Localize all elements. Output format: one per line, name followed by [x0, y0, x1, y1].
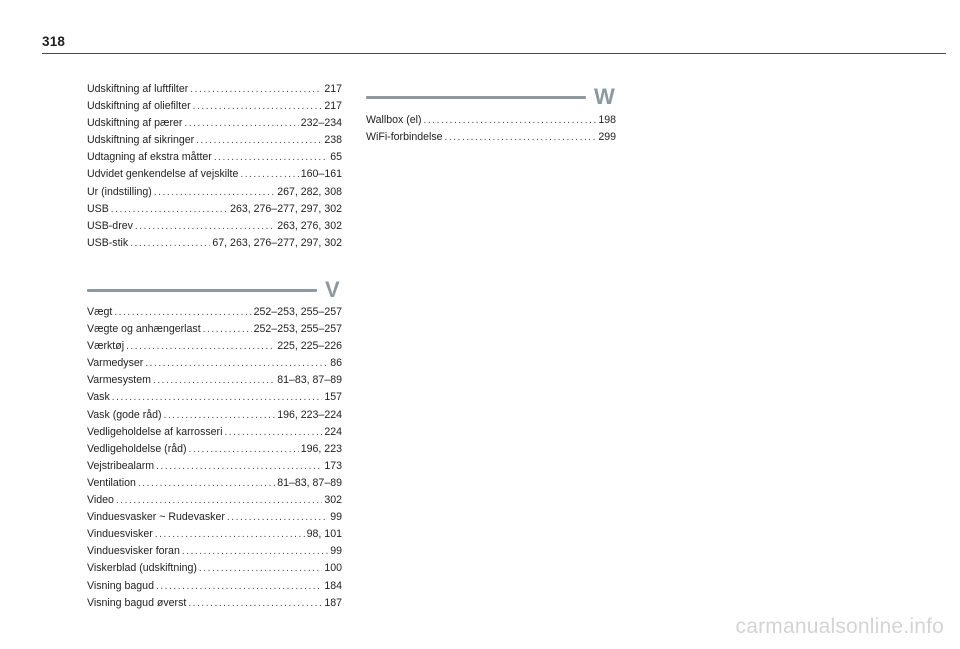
index-term: Værktøj	[87, 340, 125, 353]
index-term: Wallbox (el)	[366, 114, 422, 126]
dot-leader	[190, 84, 322, 95]
index-entry	[87, 477, 342, 494]
index-term: Udskiftning af pærer	[87, 117, 183, 130]
dot-leader	[138, 478, 275, 489]
dot-leader	[145, 358, 328, 369]
dot-leader	[153, 375, 275, 386]
index-term: USB-drev	[87, 219, 133, 232]
dot-leader	[154, 187, 275, 198]
index-entry	[87, 306, 342, 323]
index-pages: 196, 223	[300, 442, 342, 455]
dot-leader	[155, 529, 305, 540]
index-term: Udtagning af ekstra måtter	[87, 151, 212, 164]
dot-leader	[188, 598, 322, 609]
section-u-entries	[87, 83, 342, 254]
index-term: USB-stik	[87, 236, 129, 249]
index-pages: 99	[330, 545, 342, 558]
index-term: Visning bagud øverst	[87, 596, 187, 609]
index-entry	[87, 597, 342, 614]
dot-leader	[214, 152, 328, 163]
section-w-header	[366, 86, 616, 108]
dot-leader	[111, 204, 228, 215]
index-entry	[87, 168, 342, 185]
index-pages: 252–253, 255–257	[253, 323, 342, 336]
index-term: USB	[87, 202, 109, 215]
index-entry	[87, 134, 342, 151]
section-w-bar	[366, 96, 586, 99]
index-entry	[87, 357, 342, 374]
index-entry	[87, 494, 342, 511]
index-pages: 217	[324, 100, 342, 113]
index-pages: 299	[598, 131, 616, 144]
index-term: Vinduesvasker ~ Rudevasker	[87, 511, 225, 524]
dot-leader	[112, 392, 323, 403]
index-pages: 238	[324, 134, 342, 147]
index-entry	[87, 151, 342, 168]
index-entry	[366, 114, 616, 131]
index-entry	[87, 374, 342, 391]
dot-leader	[135, 221, 275, 232]
dot-leader	[424, 115, 597, 126]
index-entry	[366, 131, 616, 148]
index-entry	[87, 562, 342, 579]
index-term: Vedligeholdelse (råd)	[87, 442, 187, 455]
index-entry	[87, 528, 342, 545]
dot-leader	[156, 461, 322, 472]
index-term: Viskerblad (udskiftning)	[87, 562, 197, 575]
index-pages: 81–83, 87–89	[277, 476, 342, 489]
index-pages: 225, 225–226	[277, 340, 342, 353]
index-term: Udvidet genkendelse af vejskilte	[87, 168, 239, 181]
index-pages: 224	[324, 425, 342, 438]
index-pages: 187	[324, 596, 342, 609]
section-v-bar	[87, 289, 317, 292]
index-term: Varmedyser	[87, 357, 144, 370]
dot-leader	[116, 495, 322, 506]
page-number: 318	[42, 34, 66, 49]
index-pages: 99	[330, 511, 342, 524]
dot-leader	[182, 546, 328, 557]
index-term: Vægt	[87, 306, 113, 318]
index-entry	[87, 186, 342, 203]
index-entry	[87, 391, 342, 408]
index-pages: 160–161	[300, 168, 342, 181]
index-entry	[87, 100, 342, 117]
index-pages: 65	[330, 151, 342, 164]
index-term: WiFi-forbindelse	[366, 131, 443, 144]
dot-leader	[203, 324, 252, 335]
index-pages: 302	[324, 494, 342, 507]
dot-leader	[445, 132, 597, 143]
section-v-letter: V	[325, 277, 340, 302]
index-entry	[87, 545, 342, 562]
dot-leader	[224, 427, 322, 438]
index-entry	[87, 580, 342, 597]
index-pages: 67, 263, 276–277, 297, 302	[212, 236, 342, 249]
index-term: Udskiftning af luftfilter	[87, 83, 189, 95]
index-pages: 267, 282, 308	[277, 185, 342, 198]
index-term: Vinduesvisker foran	[87, 545, 180, 558]
index-pages: 184	[324, 579, 342, 592]
index-term: Vinduesvisker	[87, 528, 153, 541]
index-term: Vask	[87, 391, 110, 404]
index-term: Ur (indstilling)	[87, 185, 152, 198]
index-pages: 198	[598, 114, 616, 126]
index-term: Video	[87, 494, 114, 507]
index-term: Ventilation	[87, 476, 136, 489]
index-pages: 100	[324, 562, 342, 575]
index-term: Visning bagud	[87, 579, 154, 592]
index-term: Udskiftning af oliefilter	[87, 100, 191, 113]
index-pages: 81–83, 87–89	[277, 374, 342, 387]
header-rule	[42, 53, 946, 54]
index-entry	[87, 460, 342, 477]
index-term: Udskiftning af sikringer	[87, 134, 195, 147]
index-entry	[87, 409, 342, 426]
index-entry	[87, 426, 342, 443]
index-pages: 252–253, 255–257	[253, 306, 342, 318]
dot-leader	[126, 341, 275, 352]
section-w-entries	[366, 114, 616, 148]
dot-leader	[114, 307, 251, 318]
index-pages: 263, 276–277, 297, 302	[230, 202, 342, 215]
section-v-header	[87, 279, 342, 301]
dot-leader	[196, 135, 322, 146]
watermark: carmanualsonline.info	[735, 615, 944, 638]
index-entry	[87, 203, 342, 220]
dot-leader	[184, 118, 298, 129]
index-entry	[87, 117, 342, 134]
index-entry	[87, 237, 342, 254]
dot-leader	[130, 238, 210, 249]
index-entry	[87, 511, 342, 528]
index-pages: 263, 276, 302	[277, 219, 342, 232]
index-pages: 217	[324, 83, 342, 95]
dot-leader	[156, 581, 322, 592]
dot-leader	[227, 512, 328, 523]
index-term: Vægte og anhængerlast	[87, 323, 201, 336]
index-pages: 173	[324, 459, 342, 472]
dot-leader	[193, 101, 323, 112]
index-pages: 157	[324, 391, 342, 404]
index-pages: 98, 101	[306, 528, 342, 541]
dot-leader	[199, 563, 322, 574]
index-term: Vejstribealarm	[87, 459, 155, 472]
section-w-letter: W	[594, 84, 615, 109]
index-pages: 86	[330, 357, 342, 370]
index-term: Vedligeholdelse af karrosseri	[87, 425, 223, 438]
dot-leader	[240, 169, 298, 180]
section-v-entries	[87, 306, 342, 614]
dot-leader	[189, 444, 299, 455]
index-pages: 232–234	[300, 117, 342, 130]
index-entry	[87, 220, 342, 237]
index-entry	[87, 340, 342, 357]
index-entry	[87, 443, 342, 460]
index-pages: 196, 223–224	[277, 408, 342, 421]
dot-leader	[164, 410, 276, 421]
index-entry	[87, 83, 342, 100]
index-term: Varmesystem	[87, 374, 151, 387]
index-entry	[87, 323, 342, 340]
index-term: Vask (gode råd)	[87, 408, 162, 421]
